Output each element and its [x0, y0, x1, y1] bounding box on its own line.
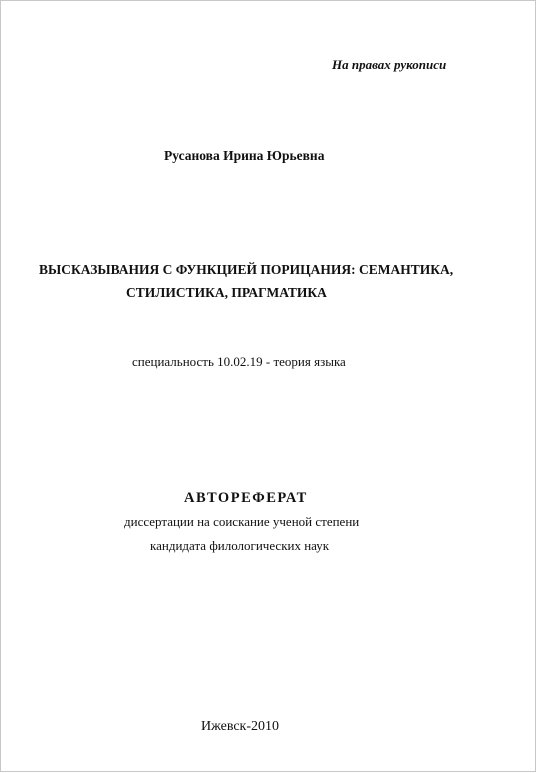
author-name: Русанова Ирина Юрьевна — [164, 148, 325, 163]
specialty-line: специальность 10.02.19 - теория языка — [132, 354, 346, 369]
dissertation-title-line-1: ВЫСКАЗЫВАНИЯ С ФУНКЦИЕЙ ПОРИЦАНИЯ: СЕМАНТИКА, — [39, 262, 454, 277]
place-year: Ижевск-2010 — [201, 719, 280, 734]
abstract-heading: АВТОРЕФЕРАТ — [184, 490, 308, 506]
degree-line-1: диссертации на соискание ученой степени — [124, 514, 360, 529]
dissertation-title-line-2: СТИЛИСТИКА, ПРАГМАТИКА — [126, 285, 327, 300]
degree-line-2: кандидата филологических наук — [150, 538, 330, 553]
rights-note: На правах рукописи — [332, 57, 447, 72]
